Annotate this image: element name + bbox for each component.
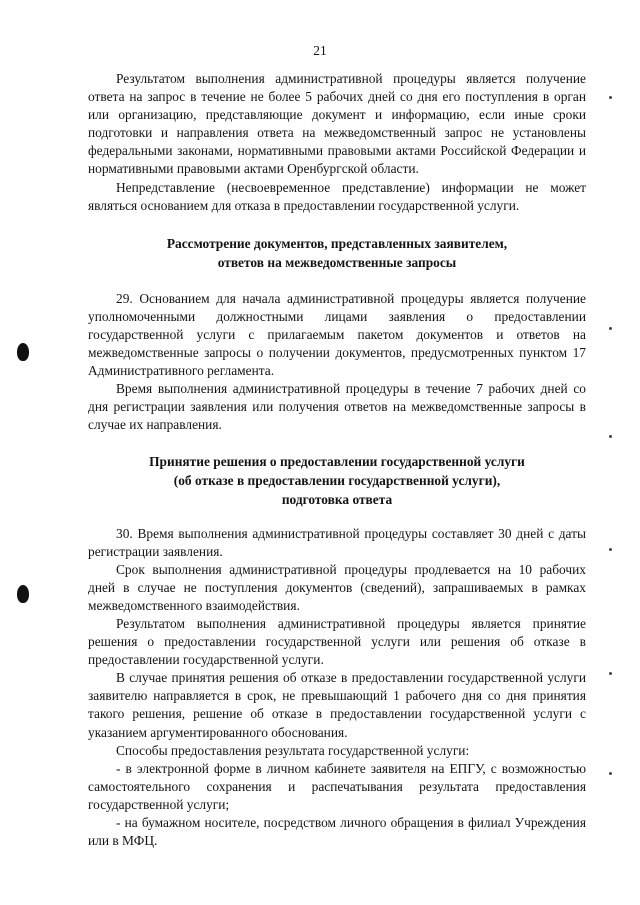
scan-speck [609,548,612,551]
scan-speck [609,772,612,775]
paragraph-30: 30. Время выполнения административной процедуры составляет 30 дней с даты регистрации заявления. [88,525,586,559]
paragraph: В случае принятия решения об отказе в предоставлении государственной услуги заявителю направляется в срок, не превышающий 1 рабочего дня со дня принятия такого решения, решение об отказе в предоставлении государственной услуги с указанием аргументированного обоснования. [88,670,586,740]
document-body [88,70,586,850]
heading-line: Принятие решения о предоставлении государственной услуги [149,453,525,469]
paragraph: Способы предоставления результата государственной услуги: [116,742,470,758]
heading-line: Рассмотрение документов, представленных заявителем, [166,235,508,251]
heading-line: (об отказе в предоставлении государственной услуги), [173,472,501,488]
paragraph: Результатом выполнения административной процедуры является получение ответа на запрос в течение не более 5 рабочих дней со дня его поступления в орган или организацию, представляющие документ и информацию, если иные сроки подготовки и направления ответа на межведомственный запрос не установлены федеральными законами, нормативными правовыми актами Российской Федерации и нормативными правовыми актами Оренбургской области. [88,71,586,177]
paragraph: Результатом выполнения административной процедуры является принятие решения о предоставлении государственной услуги или решения об отказе в предоставлении государственной услуги. [88,615,586,668]
list-item: - в электронной форме в личном кабинете заявителя на ЕПГУ, с возможностью самостоятельного сохранения и распечатывания результата предоставления государственной услуги; [88,760,586,812]
scan-speck [609,435,612,438]
scan-speck [609,672,612,675]
section-heading [88,452,586,509]
page-number: 21 [313,43,327,58]
paragraph: Срок выполнения административной процедуры продлевается на 10 рабочих дней в случае не поступления документов (сведений), запрашиваемых в рамках межведомственного взаимодействия. [88,561,586,613]
binder-hole-mark [17,343,29,361]
heading-line: подготовка ответа [281,491,393,507]
paragraph: Время выполнения административной процедуры в течение 7 рабочих дней со дня регистрации заявления или получения ответов на межведомственные запросы в случае их направления. [88,381,586,433]
section-heading [88,234,586,272]
scan-speck [609,96,612,99]
list-item: - на бумажном носителе, посредством личного обращения в филиал Учреждения или в МФЦ. [88,815,586,849]
paragraph: Непредставление (несвоевременное представление) информации не может являться основанием для отказа в предоставлении государственной услуги. [88,179,586,213]
scan-speck [609,327,612,330]
binder-hole-mark [17,585,29,603]
paragraph-29: 29. Основанием для начала административной процедуры является получение уполномоченными должностными лицами заявления о предоставлении государственной услуги с прилагаемым пакетом документов и ответов на межведомственные запросы о получении документов, предусмотренных пунктом 17 Административного регламента. [88,290,586,379]
heading-line: ответов на межведомственные запросы [217,254,457,270]
